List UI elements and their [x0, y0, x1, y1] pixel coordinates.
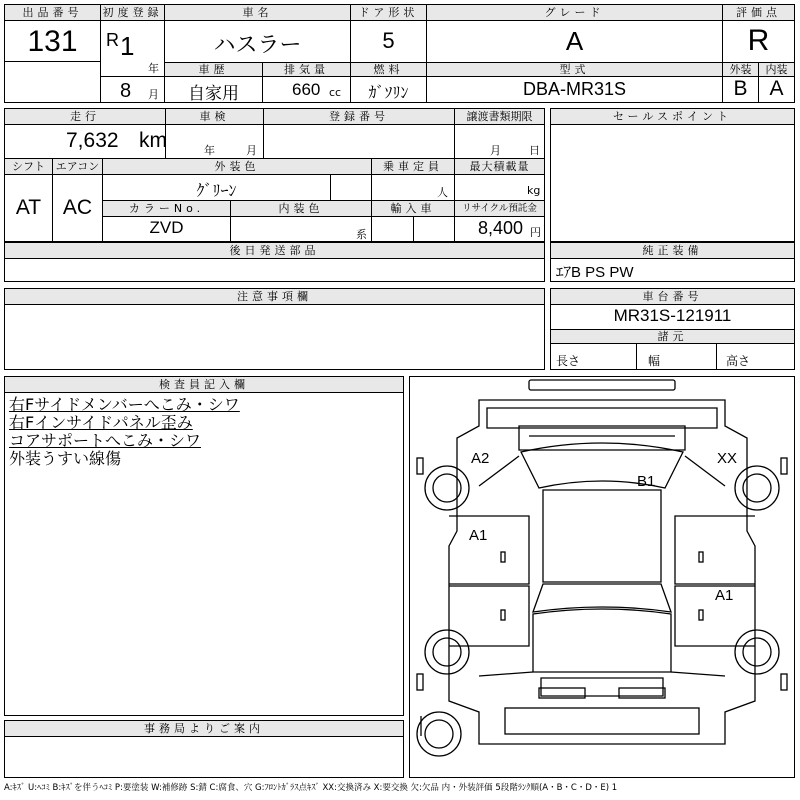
dims-length: 長さ — [556, 354, 581, 368]
model: DBA-MR31S — [522, 79, 627, 99]
import-label: 輸入車 — [372, 201, 454, 217]
ac-label: エアコン — [53, 159, 102, 175]
car-name: ハスラー — [213, 32, 302, 57]
cap-unit: 人 — [437, 186, 448, 199]
model-label: 型式 — [427, 63, 722, 77]
chassis-label: 車台番号 — [551, 289, 794, 305]
displacement: 660 — [292, 80, 321, 99]
equipment-label: 純正装備 — [551, 243, 794, 259]
inspector-line: 外装うすい線傷 — [9, 449, 122, 468]
score-label: 評価点 — [723, 5, 794, 21]
name-label: 車名 — [165, 5, 350, 21]
shift: AT — [15, 196, 42, 219]
mileage-unit: km — [139, 129, 167, 152]
inspector-comments — [5, 396, 403, 468]
insp-year-unit: 年 — [204, 144, 215, 157]
recycle-unit: 円 — [530, 226, 541, 239]
intcolor-label: 内装色 — [231, 201, 371, 217]
int-label: 内装 — [759, 63, 794, 77]
color: ｸﾞﾘｰﾝ — [196, 183, 237, 200]
sales-label: セールスポイント — [551, 109, 794, 125]
reg-year: 1 — [120, 31, 135, 61]
sales-points-box — [550, 108, 795, 242]
history: 自家用 — [188, 84, 239, 103]
recycle: 8,400 — [478, 218, 524, 238]
dims-label: 諸元 — [551, 330, 794, 344]
reg-label: 初度登録 — [102, 6, 163, 19]
damage-label-right-rear: A1 — [715, 587, 734, 604]
doors: 5 — [382, 28, 395, 53]
car-diagram — [409, 376, 795, 778]
notes-label: 注意事項欄 — [5, 289, 544, 305]
insp-month-unit: 月 — [246, 144, 257, 157]
fuel-label: 燃料 — [351, 63, 426, 77]
ac: AC — [62, 196, 93, 219]
damage-label-roof: B1 — [637, 473, 656, 490]
reg-month-unit: 月 — [148, 88, 159, 101]
dims-height: 高さ — [726, 354, 751, 368]
transfer-label: 譲渡書類期限 — [455, 109, 544, 125]
dims-width: 幅 — [648, 354, 661, 368]
inspect-label: 車検 — [166, 109, 263, 125]
load-label: 最大積載量 — [455, 159, 544, 175]
lot-label: 出品番号 — [5, 5, 100, 21]
fuel: ｶﾞｿﾘﾝ — [368, 85, 409, 102]
inspector-line: 右Fサイドメンバーへこみ・シワ — [9, 396, 240, 414]
equipment-value: ｴｱB PS PW — [556, 264, 634, 281]
disp-label: 排気量 — [263, 63, 350, 77]
door-label: ドア形状 — [351, 5, 426, 21]
transfer-month-unit: 月 — [490, 144, 501, 157]
mileage: 7,632 — [66, 129, 119, 152]
colorno-label: カラーNo. — [103, 201, 230, 217]
color-no: ZVD — [149, 218, 184, 237]
grade-label: グレード — [427, 5, 722, 21]
disp-unit: cc — [329, 86, 342, 99]
shift-label: シフト — [5, 159, 52, 175]
cap-label: 乗車定員 — [372, 159, 454, 175]
grade: A — [565, 26, 584, 56]
color-label: 外装色 — [103, 159, 371, 175]
legend-footer: A:ｷｽﾞ U:ﾍｺﾐ B:ｷｽﾞを伴うﾍｺﾐ P:要塗装 W:補修跡 S:錆 C:腐食、穴 G:ﾌﾛﾝﾄｶﾞﾗｽ点ｷｽﾞ XX:交換済み X:要交換 欠:欠品 内・外装評価 5段階ﾗﾝｸ順(A・B・C・D・E) 1 — [4, 783, 618, 793]
damage-label-front-right: XX — [717, 450, 738, 467]
lot-number: 131 — [27, 25, 78, 58]
inspector-line: コアサポートへこみ・シワ — [9, 431, 202, 450]
inspector-label: 検査員記入欄 — [5, 377, 403, 393]
reg-year-unit: 年 — [148, 62, 159, 75]
regno-label: 登録番号 — [264, 109, 454, 125]
office-label: 事務局よりご案内 — [5, 721, 403, 737]
damage-label-front-left: A2 — [471, 450, 490, 467]
intcolor-unit: 系 — [356, 228, 367, 241]
load-unit: kg — [527, 184, 541, 197]
transfer-day-unit: 日 — [529, 144, 540, 157]
score: R — [747, 24, 770, 57]
later-parts-label: 後日発送部品 — [5, 243, 544, 259]
reg-era: R — [106, 30, 119, 50]
reg-month: 8 — [120, 80, 132, 102]
history-label: 車歴 — [165, 63, 262, 77]
chassis-number: MR31S-121911 — [613, 306, 732, 325]
mileage-label: 走行 — [5, 109, 165, 125]
recycle-label: リサイクル預託金 — [455, 201, 544, 217]
ext-label: 外装 — [723, 63, 758, 77]
ext-grade: B — [733, 77, 748, 100]
int-grade: A — [769, 77, 784, 100]
damage-label-left-door: A1 — [469, 527, 488, 544]
inspector-line: 右Fインサイドパネル歪み — [9, 413, 193, 432]
